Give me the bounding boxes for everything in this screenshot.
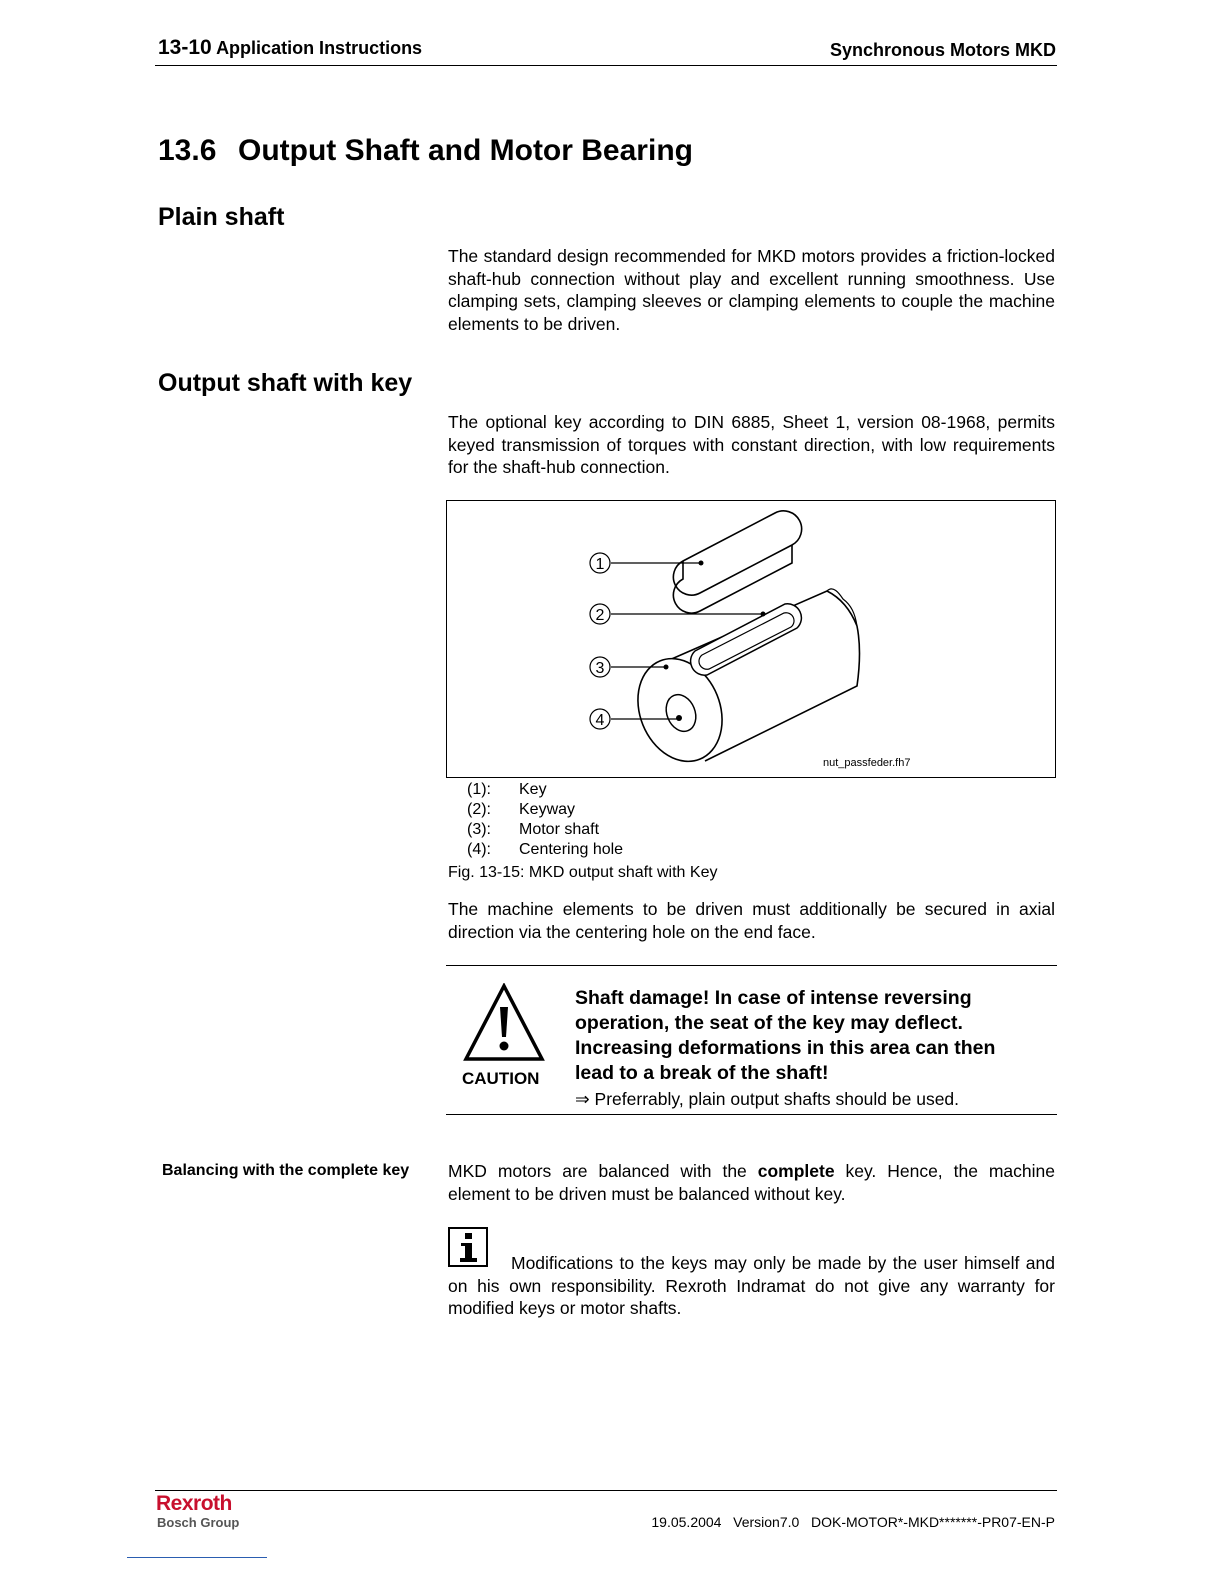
page-number: 13-10 bbox=[158, 36, 212, 59]
figure-file-label: nut_passfeder.fh7 bbox=[823, 757, 911, 769]
footer-doc-code: DOK-MOTOR*-MKD*******-PR07-EN-P bbox=[810, 1514, 1055, 1530]
balancing-text bbox=[448, 1160, 1055, 1205]
caution-label: CAUTION bbox=[462, 1069, 540, 1088]
legend-key: (1): bbox=[467, 781, 491, 798]
legend-item bbox=[467, 800, 623, 820]
figure-caption: Fig. 13-15: MKD output shaft with Key bbox=[448, 864, 718, 881]
warning-triangle-icon bbox=[463, 983, 545, 1063]
link-underline bbox=[127, 1557, 267, 1558]
caution-advice bbox=[575, 1089, 959, 1110]
leader-dot-2 bbox=[761, 612, 766, 617]
balancing-text-part: key. Hence, the machine element to be driven must be balanced without key. bbox=[448, 1161, 1055, 1204]
legend-label: Centering hole bbox=[519, 841, 624, 858]
axial-securing-text: The machine elements to be driven must additionally be secured in axial direction via the centering hole on the end face. bbox=[448, 899, 1055, 942]
section-heading: Output Shaft and Motor Bearing bbox=[238, 134, 693, 167]
legend-label: Keyway bbox=[519, 801, 576, 818]
section-title bbox=[158, 134, 693, 168]
shaft-figure bbox=[446, 500, 1056, 778]
document-title: Synchronous Motors MKD bbox=[829, 40, 1056, 60]
callout-label-4: 4 bbox=[595, 712, 605, 729]
legend-label: Key bbox=[519, 781, 547, 798]
legend-item bbox=[467, 780, 623, 800]
caution-top-rule bbox=[446, 965, 1057, 966]
key-top bbox=[673, 511, 801, 595]
running-header-left bbox=[158, 36, 422, 60]
legend-key: (2): bbox=[467, 801, 491, 818]
balancing-margin-label: Balancing with the complete key bbox=[162, 1162, 410, 1179]
callout-label-2: 2 bbox=[595, 607, 605, 624]
caution-bottom-rule bbox=[446, 1114, 1057, 1115]
balancing-text-part: MKD motors are balanced with the bbox=[448, 1161, 758, 1181]
plain-shaft-text: The standard design recommended for MKD motors provides a friction-locked shaft-hub connection without play and excellent running smoothness. Use clamping sets, clamping sleeves or clamping elements to couple the machine elements to be driven. bbox=[448, 246, 1055, 334]
shaft-drawing bbox=[447, 501, 1057, 779]
centering-hole-dot bbox=[676, 715, 682, 721]
legend-label: Motor shaft bbox=[519, 821, 600, 838]
leader-dot-3 bbox=[664, 665, 669, 670]
bosch-group-label: Bosch Group bbox=[157, 1515, 240, 1530]
footer-version: Version7.0 bbox=[733, 1514, 800, 1530]
legend-key: (4): bbox=[467, 841, 491, 858]
footer-divider bbox=[155, 1490, 1057, 1491]
header-divider bbox=[155, 65, 1057, 66]
legend-key: (3): bbox=[467, 821, 491, 838]
footer-doc-info bbox=[651, 1514, 1055, 1530]
key-shaft-heading: Output shaft with key bbox=[158, 369, 413, 397]
caution-warning-text: Shaft damage! In case of intense reversing operation, the seat of the key may deflect. Increasing deformations in this area can then lead to a break of the shaft! bbox=[575, 987, 996, 1084]
callout-label-3: 3 bbox=[595, 660, 605, 677]
legend-item bbox=[467, 840, 623, 860]
section-number: 13.6 bbox=[158, 134, 217, 167]
balancing-text-emphasis: complete bbox=[757, 1161, 835, 1181]
caution-advice-text: Preferrably, plain output shafts should be used. bbox=[594, 1089, 960, 1109]
figure-legend bbox=[467, 780, 623, 860]
callout-label-1: 1 bbox=[595, 556, 605, 573]
rexroth-logo: Rexroth bbox=[156, 1492, 232, 1515]
key-shaft-text: The optional key according to DIN 6885, Sheet 1, version 08-1968, permits keyed transmission of torques with constant direction, with low requirements for the shaft-hub connection. bbox=[448, 412, 1055, 477]
implies-arrow-icon: ⇒ bbox=[575, 1089, 590, 1109]
leader-dot-1 bbox=[699, 561, 704, 566]
info-note-text: Modifications to the keys may only be made by the user himself and on his own responsibility. Rexroth Indramat do not give any warranty for modified keys or motor shafts. bbox=[448, 1253, 1055, 1318]
chapter-title: Application Instructions bbox=[216, 38, 423, 58]
footer-date: 19.05.2004 bbox=[651, 1514, 722, 1530]
legend-item bbox=[467, 820, 623, 840]
plain-shaft-heading: Plain shaft bbox=[158, 203, 285, 231]
